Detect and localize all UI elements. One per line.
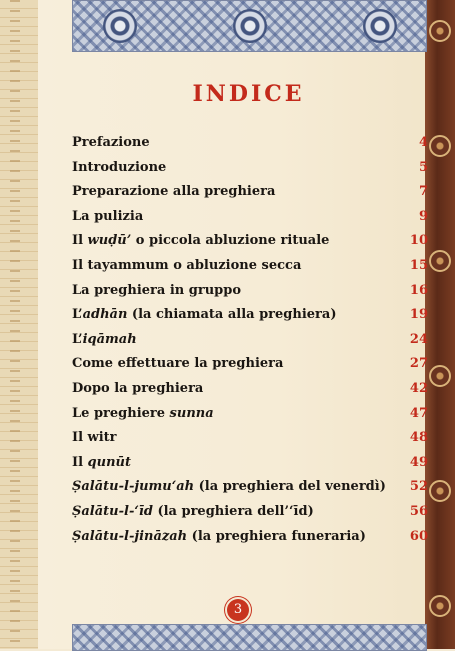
toc-entry-title	[72, 131, 150, 156]
rosette-ornament	[429, 365, 451, 387]
toc-page-number: 47	[409, 405, 428, 421]
toc-entry	[72, 279, 430, 304]
toc-title-part: Il	[72, 233, 88, 249]
toc-page-number: 42	[409, 380, 428, 396]
toc-entry-title	[72, 525, 366, 550]
toc-page-number: 48	[409, 430, 428, 446]
tile-medallion	[233, 9, 267, 43]
toc-page-number: 52	[409, 479, 428, 495]
toc-entry-title	[72, 156, 166, 181]
toc-entry	[72, 229, 430, 254]
toc-entry-title	[72, 254, 301, 279]
toc-entry	[72, 352, 430, 377]
toc-entry	[72, 500, 430, 525]
toc-title-italic-part: wuḍū’	[87, 233, 132, 249]
toc-page-number: 27	[409, 356, 428, 372]
top-tile-border	[72, 0, 427, 52]
toc-page-number: 60	[409, 528, 428, 544]
toc-page-number: 24	[409, 331, 428, 347]
toc-page-number: 16	[409, 282, 428, 298]
bottom-tile-border	[72, 624, 427, 651]
toc-title-italic-part: Ṣalātu-l-jināzah	[72, 528, 188, 544]
toc-entry	[72, 254, 430, 279]
toc-entry-title	[72, 328, 137, 353]
toc-title-part: (la preghiera dell’‘īd)	[152, 503, 314, 519]
toc-page-number: 5	[418, 159, 428, 175]
toc-entry	[72, 377, 430, 402]
toc-title-part: Le preghiere	[72, 405, 170, 421]
toc-title-part: (la chiamata alla preghiera)	[127, 307, 337, 323]
toc-title-part: La pulizia	[72, 208, 144, 224]
toc-entry-title	[72, 451, 131, 476]
rosette-ornament	[429, 250, 451, 272]
toc-title-part: L’	[72, 307, 83, 323]
toc-page-number: 9	[418, 208, 428, 224]
toc-title-part: La preghiera in gruppo	[72, 282, 242, 298]
toc-title-part: Il witr	[72, 430, 117, 446]
toc-page-number: 4	[418, 135, 428, 150]
rosette-ornament	[429, 135, 451, 157]
page-number-badge: 3	[227, 599, 249, 621]
toc-page-number: 19	[409, 307, 428, 323]
toc-title-italic-part: adhān	[82, 307, 128, 323]
toc-entry-title	[72, 205, 143, 230]
toc-entry-title	[72, 180, 275, 205]
toc-page-number: 10	[409, 233, 428, 249]
toc-title-part: Il	[72, 454, 88, 470]
toc-entry-title	[72, 426, 117, 451]
toc-title-part: Il tayammum o abluzione secca	[72, 257, 302, 273]
toc-title-italic-part: Ṣalātu-l-‘īd	[72, 503, 153, 519]
book-binding	[0, 0, 38, 649]
toc-entry-title	[72, 500, 314, 525]
toc-entry	[72, 303, 430, 328]
toc-page-number: 7	[418, 184, 428, 200]
rosette-ornament	[429, 595, 451, 617]
toc-entry-title	[72, 377, 203, 402]
toc-title-part: Dopo la preghiera	[72, 380, 204, 396]
toc-entry	[72, 402, 430, 427]
toc-title-part: (la preghiera del venerdì)	[194, 479, 386, 495]
toc-entry	[72, 180, 430, 205]
toc-title-part: Preparazione alla preghiera	[72, 184, 276, 200]
toc-entry	[72, 426, 430, 451]
toc-title-part: o piccola abluzione rituale	[131, 233, 330, 249]
toc-entry-title	[72, 402, 214, 427]
table-of-contents	[72, 131, 430, 549]
toc-page-number: 49	[409, 454, 428, 470]
toc-entry	[72, 205, 430, 230]
toc-entry	[72, 131, 430, 156]
toc-entry-title	[72, 229, 329, 254]
toc-entry	[72, 451, 430, 476]
toc-title-part: (la preghiera funeraria)	[187, 528, 366, 544]
toc-page-number: 15	[409, 257, 428, 273]
rosette-ornament	[429, 20, 451, 42]
toc-entry	[72, 525, 430, 550]
toc-entry	[72, 156, 430, 181]
toc-title-italic-part: sunna	[169, 405, 214, 421]
tile-medallion	[363, 9, 397, 43]
toc-entry-title	[72, 279, 241, 304]
toc-title-italic-part: qunūt	[87, 454, 131, 470]
toc-entry-title	[72, 475, 386, 500]
toc-title-part: L’	[72, 331, 83, 347]
toc-title-italic-part: iqāmah	[82, 331, 137, 347]
tile-medallion	[103, 9, 137, 43]
toc-entry-title	[72, 303, 336, 328]
toc-entry-title	[72, 352, 283, 377]
toc-page-number: 56	[409, 503, 428, 519]
toc-entry	[72, 328, 430, 353]
toc-entry	[72, 475, 430, 500]
rosette-ornament	[429, 480, 451, 502]
toc-title-part: Prefazione	[72, 135, 150, 150]
toc-title-part: Introduzione	[72, 159, 167, 175]
page-title: INDICE	[192, 81, 305, 107]
toc-title-italic-part: Ṣalātu-l-jumu‘ah	[72, 479, 195, 495]
toc-title-part: Come effettuare la preghiera	[72, 356, 284, 372]
